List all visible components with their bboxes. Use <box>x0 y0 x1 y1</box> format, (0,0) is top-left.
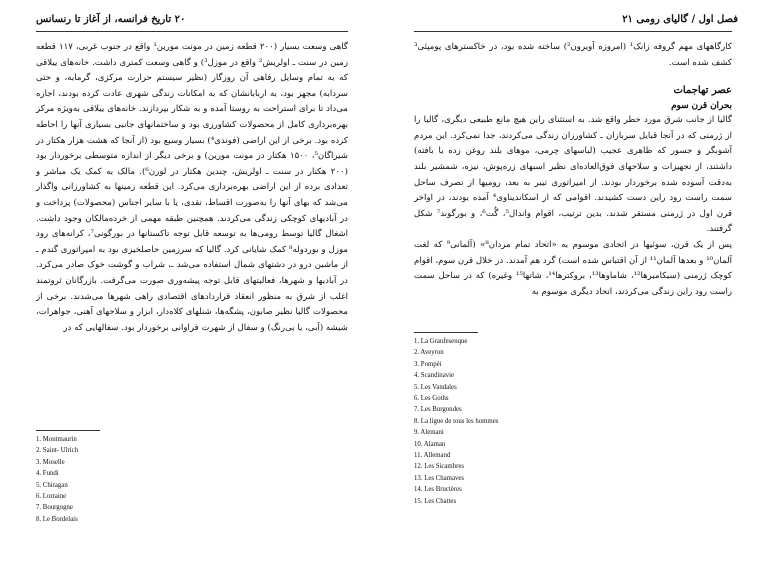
footnote-item: 11. Allemand <box>414 452 451 460</box>
footnote-item: 8. La ligue de tous les hommes <box>414 417 499 425</box>
right-paragraph-1: گالیا از جانب شرق مورد خطر واقع شد. به استثنای راین هیچ مانع طبیعی دیگری، گالیا را از ژرمنی که در آنجا قبایل سربازان ـ کشاورزان زندگی می‌کردند، جدا نمی‌کرد. این مردم آشوبگر و جسور که ظاهری عجیب (لباسهای چرمی، موهای بلند روغن زده یا بافته) داشتند، از تجهیزات و سلاحهای فوق‌العاده‌ای نظیر اسبهای زره‌پوش، نیزه، شمشیر بلند به‌دقت آسوده شده برخوردار بودند. از امپراتوری تیبر به بعد، رومیها از تصرف ساحل سمت راست رود راین دست کشیدند. اقوامی که از اسکاندیناوی⁴ آمده بودند، در اواخر قرن اول در ژرمنی مستقر شدند. بدین ترتیب، اقوام واندال⁵، گُت⁶، و بورگوند⁷ شکل گرفتند. <box>414 115 732 235</box>
footnote-item: 13. Les Chamaves <box>414 474 465 482</box>
footnote-item: 15. Les Chattes <box>414 497 457 505</box>
footnote-item: 1. Montmaurin <box>36 436 77 443</box>
right-page-body <box>414 40 732 300</box>
footnote-item: 4. Fundi <box>36 470 59 478</box>
right-footnote-rule <box>414 332 478 333</box>
footnote-item: 8. Le Bordelais <box>36 515 78 523</box>
right-header-rule <box>414 31 732 32</box>
right-page-header: فصل اول / گالیای رومی ۲۱ <box>622 14 738 25</box>
left-header-rule <box>36 31 348 32</box>
footnote-item: 3. Moselle <box>36 458 65 466</box>
footnote-item: 9. Alemani <box>414 429 444 437</box>
section-title: عصر تهاجمات <box>673 85 732 97</box>
footnote-item: 5. Les Vandales <box>414 383 457 391</box>
left-footnote-rule <box>36 430 100 431</box>
right-page <box>384 0 768 562</box>
footnote-item: 4. Scandinavie <box>414 372 455 380</box>
left-footnotes <box>36 434 78 525</box>
footnote-item: 6. Les Goths <box>414 395 449 403</box>
right-footnotes <box>414 336 498 507</box>
footnote-item: 7. Bourgogne <box>36 504 73 512</box>
footnote-item: 14. Les Bructères <box>414 486 462 494</box>
footnote-item: 5. Chiragan <box>36 481 68 489</box>
footnote-item: 10. Alaman <box>414 440 446 448</box>
subsection-title: بحران قرن سوم <box>671 101 732 112</box>
footnote-item: 3. Pompéi <box>414 360 442 368</box>
footnote-item: 2. Aveyron <box>414 349 444 357</box>
footnote-item: 12. Les Sicambres <box>414 463 465 471</box>
left-page-header: ۲۰ تاریخ فرانسه، از آغاز تا رنسانس <box>36 14 186 25</box>
right-intro-paragraph: کارگاههای مهم گروفه زانک¹ (امروزه آویرون²) ساخته شده بود، در خاکسترهای پومپئی³ کشف شده است. <box>414 42 732 68</box>
left-paragraph-1: گاهی وسعت بسیار (۲۰۰ قطعه زمین در مونت مورین¹ واقع در جنوب غربی، ۱۱۷ قطعه زمین در سنت ـ اولریش² واقع در موزل³) و گاهی وسعت کمتری داشت. خانه‌های ییلاقی که به تمام وسایل رفاهی آن روزگار (نظیر سیستم حرارت مرکزی، گرمابه، و حتی سردابه) مجهز بود، به اربابانشان که به امکانات زندگی شهری عادت کرده بودند، اجازه می‌داد تا برای استراحت به روستا آمده و به شکار بپردازند. خانه‌های ییلاقی به‌ویژه مرکز بهره‌برداری کامل از محصولات کشاورزی بود و ساختمانهای جانبی بسیاری آنها را احاطه کرده بود. برخی از این اراضی (فوندی⁴) بسیار وسیع بود (از آنجا که هشت هزار هکتار در شیراگان⁵، ۱۵۰۰ هکتار در مونت مورین) و برخی دیگر از اندازه متوسطی برخوردار بود (۲۰۰ هکتار در سنت ـ اولریش، چندین هکتار در لورن⁶). مالک به کمک یک مباشر و تعدادی برده از این اراضی بهره‌برداری می‌کرد. این قطعه زمینها به کشاورزانی واگذار می‌شد که بهای آنها را به‌صورت اقساط، نقدی، یا با سایر اجناس (محصولات) پرداخت و در آبادیهای کوچکی زندگی می‌کردند. همچنین طبقه مهمی از خرده‌مالکان وجود داشت. اشغال گالیا توسط رومی‌ها به توسعه قابل توجه تاکستانها در بورگونی⁷، کرانه‌های رود موزل و بوردوله⁸ کمک شایانی کرد. گالیا که سرزمین حاصلخیزی بود به امپراتوری گندم ـ از ماشین درو در دشتهای شمال استفاده می‌شد ـ، شراب و گوشت خوک صادر می‌کرد. در آبادیها و شهرها، فعالیتهای قابل توجه پیشه‌وری صورت می‌گرفت. بازرگانان ثروتمند اغلب از شرق به منظور انعقاد قراردادهای اقتصادی راهی شهرها می‌شدند. برخی از محصولات گالیا نظیر صابون، پشگه‌ها، شنلهای کلاه‌دار، ابزار و سلاحهای آهنی، جواهرات، شیشه (آبی، یا بی‌رنگ) و سفال از شهرت فراوانی برخوردار بود. سفالهایی که در <box>36 42 349 333</box>
left-page-body <box>36 40 348 336</box>
footnote-item: 1. La Graufesenque <box>414 338 468 345</box>
right-paragraph-2: پس از یک قرن، سوئیها در اتحادی موسوم به «اتحاد تمام مردان⁸» (آلمانی⁹ که لغت آلمان¹⁰ و بعدها آلمان¹¹ از آن اقتباس شده است) گرد هم آمدند. در خلال قرن سوم، اقوام کوچک ژرمنی (سیکامبرها¹²، شاماوها¹³، بروکترها¹⁴، شاتها¹⁵ وغیره) که در ساحل سمت راست رود راین زندگی می‌کردند، اتحاد دیگری موسوم به <box>414 239 732 297</box>
footnote-item: 6. Lorraine <box>36 493 67 501</box>
footnote-item: 2. Saint- Ulrich <box>36 447 79 455</box>
footnote-item: 7. Les Burgondes <box>414 406 462 414</box>
